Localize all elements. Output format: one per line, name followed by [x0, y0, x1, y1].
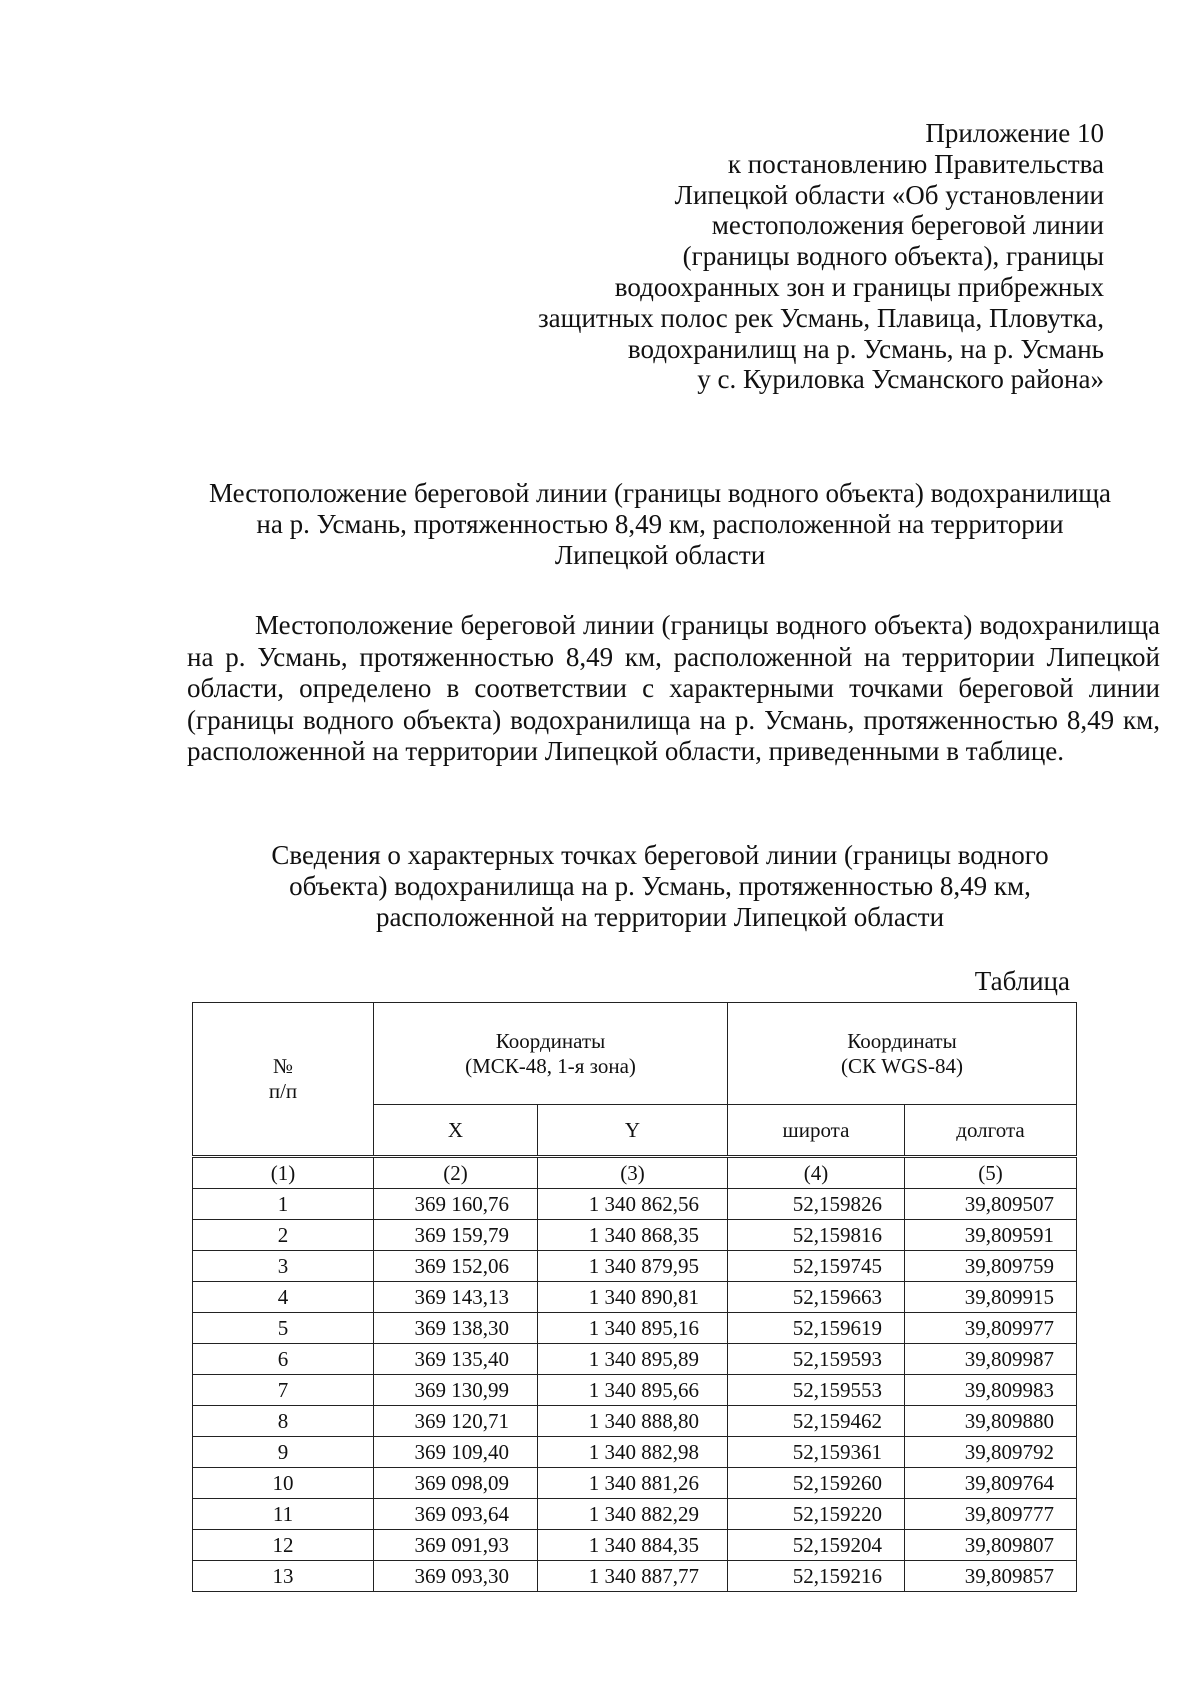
column-number: (4) [728, 1157, 905, 1189]
header-msk-line1: Координаты [495, 1028, 606, 1053]
column-number: (3) [538, 1157, 728, 1189]
cell-latitude: 52,159220 [728, 1499, 905, 1530]
cell-y: 1 340 895,16 [538, 1313, 728, 1344]
cell-longitude: 39,809777 [905, 1499, 1077, 1530]
cell-point-number: 13 [193, 1561, 374, 1592]
cell-point-number: 4 [193, 1282, 374, 1313]
cell-latitude: 52,159745 [728, 1251, 905, 1282]
cell-point-number: 2 [193, 1220, 374, 1251]
cell-latitude: 52,159553 [728, 1375, 905, 1406]
header-num-line2: п/п [268, 1079, 298, 1103]
table-row [193, 1220, 1077, 1251]
table-title-line: объекта) водохранилища на р. Усмань, протяженностью 8,49 км, [289, 871, 1031, 901]
cell-x: 369 109,40 [374, 1437, 538, 1468]
cell-x: 369 159,79 [374, 1220, 538, 1251]
table-row [193, 1189, 1077, 1220]
cell-longitude: 39,809507 [905, 1189, 1077, 1220]
table-row [193, 1530, 1077, 1561]
cell-point-number: 3 [193, 1251, 374, 1282]
header-num [193, 1003, 374, 1157]
cell-y: 1 340 862,56 [538, 1189, 728, 1220]
cell-latitude: 52,159216 [728, 1561, 905, 1592]
table-title-line: Сведения о характерных точках береговой линии (границы водного [271, 840, 1049, 870]
cell-x: 369 093,30 [374, 1561, 538, 1592]
cell-y: 1 340 895,66 [538, 1375, 728, 1406]
cell-y: 1 340 895,89 [538, 1344, 728, 1375]
table-row [193, 1313, 1077, 1344]
cell-latitude: 52,159663 [728, 1282, 905, 1313]
appendix-line: местоположения береговой линии [711, 210, 1104, 241]
appendix-line: к постановлению Правительства [727, 148, 1104, 179]
cell-y: 1 340 887,77 [538, 1561, 728, 1592]
cell-y: 1 340 884,35 [538, 1530, 728, 1561]
body-paragraph: Местоположение береговой линии (границы водного объекта) водохранилища на р. Усмань, протяженностью 8,49 км, расположенной на территории Липецкой области, определено в соответствии с характерными точками береговой линии (границы водного объекта) водохранилища на р. Усмань, протяженностью 8,49 км, расположенной на территории Липецкой области, приведенными в таблице. [187, 610, 1160, 766]
cell-latitude: 52,159619 [728, 1313, 905, 1344]
cell-point-number: 6 [193, 1344, 374, 1375]
cell-y: 1 340 888,80 [538, 1406, 728, 1437]
cell-y: 1 340 890,81 [538, 1282, 728, 1313]
header-msk-coordinates [374, 1003, 728, 1105]
cell-latitude: 52,159260 [728, 1468, 905, 1499]
cell-x: 369 120,71 [374, 1406, 538, 1437]
table-body [193, 1189, 1077, 1592]
cell-point-number: 10 [193, 1468, 374, 1499]
header-longitude: долгота [905, 1105, 1077, 1157]
cell-longitude: 39,809880 [905, 1406, 1077, 1437]
cell-x: 369 138,30 [374, 1313, 538, 1344]
cell-latitude: 52,159361 [728, 1437, 905, 1468]
title-line: Липецкой области [554, 539, 766, 570]
cell-latitude: 52,159462 [728, 1406, 905, 1437]
header-latitude: широта [728, 1105, 905, 1157]
cell-y: 1 340 879,95 [538, 1251, 728, 1282]
table-row [193, 1282, 1077, 1313]
cell-y: 1 340 881,26 [538, 1468, 728, 1499]
table-row [193, 1251, 1077, 1282]
cell-longitude: 39,809987 [905, 1344, 1077, 1375]
cell-longitude: 39,809915 [905, 1282, 1077, 1313]
cell-longitude: 39,809807 [905, 1530, 1077, 1561]
cell-latitude: 52,159204 [728, 1530, 905, 1561]
cell-longitude: 39,809857 [905, 1561, 1077, 1592]
cell-point-number: 1 [193, 1189, 374, 1220]
cell-latitude: 52,159593 [728, 1344, 905, 1375]
cell-longitude: 39,809792 [905, 1437, 1077, 1468]
cell-x: 369 093,64 [374, 1499, 538, 1530]
table-row [193, 1468, 1077, 1499]
cell-y: 1 340 882,29 [538, 1499, 728, 1530]
cell-point-number: 7 [193, 1375, 374, 1406]
document-title [160, 478, 1160, 570]
table-title [160, 840, 1160, 933]
cell-point-number: 11 [193, 1499, 374, 1530]
column-number-row [193, 1157, 1077, 1189]
cell-x: 369 135,40 [374, 1344, 538, 1375]
title-line: на р. Усмань, протяженностью 8,49 км, расположенной на территории [256, 508, 1064, 539]
table-title-line: расположенной на территории Липецкой области [375, 902, 945, 932]
cell-longitude: 39,809591 [905, 1220, 1077, 1251]
table-row [193, 1437, 1077, 1468]
cell-point-number: 8 [193, 1406, 374, 1437]
cell-x: 369 143,13 [374, 1282, 538, 1313]
appendix-line: защитных полос рек Усмань, Плавица, Пловутка, [538, 302, 1104, 333]
table-row [193, 1375, 1077, 1406]
appendix-line: Приложение 10 [925, 118, 1104, 148]
header-wgs-coordinates [728, 1003, 1077, 1105]
table-row [193, 1499, 1077, 1530]
appendix-line: водоохранных зон и границы прибрежных [614, 271, 1104, 302]
header-msk-line2: (МСК-48, 1-я зона) [465, 1053, 636, 1078]
cell-latitude: 52,159826 [728, 1189, 905, 1220]
appendix-line: Липецкой области «Об установлении [674, 179, 1104, 210]
cell-longitude: 39,809764 [905, 1468, 1077, 1499]
cell-x: 369 130,99 [374, 1375, 538, 1406]
cell-x: 369 152,06 [374, 1251, 538, 1282]
header-x: X [374, 1105, 538, 1157]
column-number: (2) [374, 1157, 538, 1189]
coordinates-table [192, 1002, 1077, 1592]
appendix-line: у с. Куриловка Усманского района» [697, 364, 1104, 395]
table-row [193, 1561, 1077, 1592]
cell-x: 369 091,93 [374, 1530, 538, 1561]
cell-point-number: 9 [193, 1437, 374, 1468]
header-wgs-line1: Координаты [847, 1028, 957, 1053]
header-wgs-line2: (СК WGS-84) [841, 1053, 963, 1078]
table-label: Таблица [974, 966, 1070, 996]
cell-point-number: 5 [193, 1313, 374, 1344]
table-row [193, 1406, 1077, 1437]
table-row [193, 1344, 1077, 1375]
header-num-line1: № [272, 1054, 294, 1078]
cell-longitude: 39,809759 [905, 1251, 1077, 1282]
appendix-line: (границы водного объекта), границы [682, 241, 1104, 272]
header-y: Y [538, 1105, 728, 1157]
cell-x: 369 160,76 [374, 1189, 538, 1220]
cell-point-number: 12 [193, 1530, 374, 1561]
appendix-header [384, 118, 1104, 395]
cell-longitude: 39,809983 [905, 1375, 1077, 1406]
column-number: (1) [193, 1157, 374, 1189]
cell-y: 1 340 868,35 [538, 1220, 728, 1251]
cell-latitude: 52,159816 [728, 1220, 905, 1251]
cell-y: 1 340 882,98 [538, 1437, 728, 1468]
column-number: (5) [905, 1157, 1077, 1189]
table-header-row [193, 1003, 1077, 1105]
title-line: Местоположение береговой линии (границы водного объекта) водохранилища [208, 478, 1112, 508]
appendix-line: водохранилищ на р. Усмань, на р. Усмань [627, 333, 1104, 364]
cell-longitude: 39,809977 [905, 1313, 1077, 1344]
cell-x: 369 098,09 [374, 1468, 538, 1499]
